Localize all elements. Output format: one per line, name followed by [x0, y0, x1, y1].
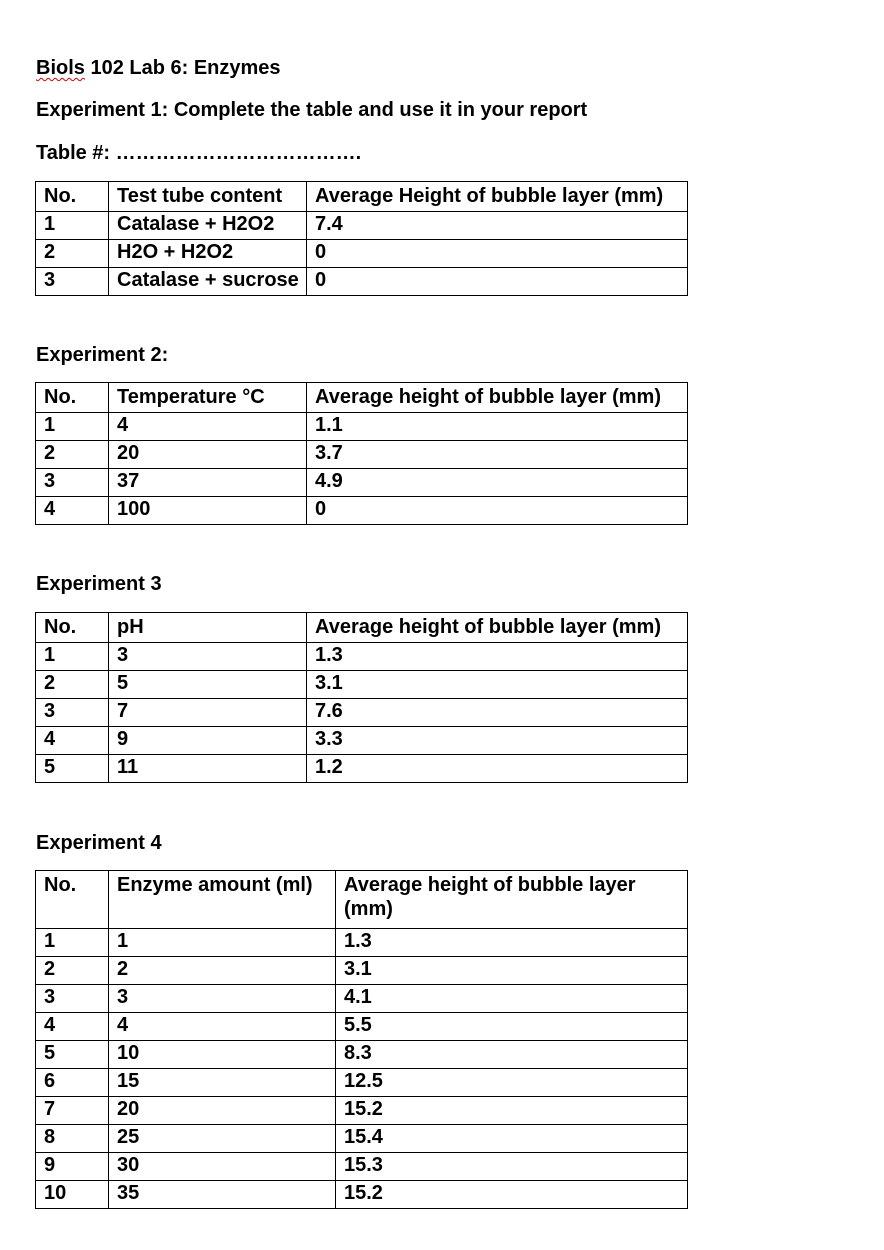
table-cell-bubble-height: 5.5	[336, 1013, 688, 1041]
column-header-bubble-height: Average height of bubble layer (mm)	[336, 871, 688, 929]
table-row	[36, 469, 688, 497]
table-header-row	[36, 182, 688, 212]
table-cell-number: 10	[36, 1181, 109, 1209]
table-cell-number: 3	[36, 469, 109, 497]
table-row	[36, 957, 688, 985]
table-cell-bubble-height: 4.1	[336, 985, 688, 1013]
experiment2-title: Experiment 2:	[36, 344, 169, 366]
table-row	[36, 497, 688, 525]
table-cell-bubble-height: 12.5	[336, 1069, 688, 1097]
experiment4-title: Experiment 4	[36, 832, 162, 854]
table-cell-bubble-height: 15.3	[336, 1153, 688, 1181]
table-cell-bubble-height: 1.3	[307, 643, 688, 671]
table-row	[36, 671, 688, 699]
document-title	[36, 56, 281, 80]
table-cell-value: 5	[109, 671, 307, 699]
table-cell-number: 3	[36, 699, 109, 727]
table-cell-bubble-height: 0	[307, 497, 688, 525]
table-row	[36, 441, 688, 469]
table-cell-bubble-height: 8.3	[336, 1041, 688, 1069]
table-row	[36, 1125, 688, 1153]
table-row	[36, 727, 688, 755]
table-header-row	[36, 383, 688, 413]
column-header-number: No.	[36, 182, 109, 212]
table-cell-value: 37	[109, 469, 307, 497]
table-cell-number: 2	[36, 240, 109, 268]
experiment1-table	[35, 181, 688, 296]
table-cell-number: 6	[36, 1069, 109, 1097]
table-cell-value: 20	[109, 441, 307, 469]
table-cell-number: 3	[36, 985, 109, 1013]
table-cell-number: 2	[36, 441, 109, 469]
table-cell-number: 3	[36, 268, 109, 296]
table-row	[36, 1153, 688, 1181]
table-cell-bubble-height: 3.1	[307, 671, 688, 699]
table-cell-bubble-height: 0	[307, 240, 688, 268]
column-header-value: Enzyme amount (ml)	[109, 871, 336, 929]
table-row	[36, 1097, 688, 1125]
table-cell-value: Catalase + sucrose	[109, 268, 307, 296]
table-row	[36, 1041, 688, 1069]
table-cell-number: 4	[36, 1013, 109, 1041]
table-row	[36, 240, 688, 268]
table-cell-value: 11	[109, 755, 307, 783]
column-header-number: No.	[36, 871, 109, 929]
experiment1-instruction: Experiment 1: Complete the table and use it in your report	[36, 99, 588, 121]
experiment3-table	[35, 612, 688, 783]
table-cell-bubble-height: 1.1	[307, 413, 688, 441]
table-cell-number: 5	[36, 755, 109, 783]
table-header-row	[36, 871, 688, 929]
table-cell-bubble-height: 15.2	[336, 1181, 688, 1209]
table-row	[36, 699, 688, 727]
experiment4-table	[35, 870, 688, 1209]
column-header-number: No.	[36, 383, 109, 413]
column-header-bubble-height: Average height of bubble layer (mm)	[307, 613, 688, 643]
table-cell-number: 5	[36, 1041, 109, 1069]
table-row	[36, 643, 688, 671]
column-header-value: pH	[109, 613, 307, 643]
table-cell-number: 1	[36, 643, 109, 671]
table-row	[36, 413, 688, 441]
table-cell-number: 1	[36, 413, 109, 441]
table-row	[36, 212, 688, 240]
table-cell-value: 7	[109, 699, 307, 727]
table-cell-number: 1	[36, 212, 109, 240]
table-number-label: Table #: ……………………………….	[36, 142, 362, 164]
table-cell-bubble-height: 0	[307, 268, 688, 296]
table-cell-number: 4	[36, 727, 109, 755]
table-cell-value: 15	[109, 1069, 336, 1097]
table-cell-bubble-height: 3.7	[307, 441, 688, 469]
table-row	[36, 929, 688, 957]
table-cell-number: 2	[36, 671, 109, 699]
table-cell-bubble-height: 1.2	[307, 755, 688, 783]
experiment2-table	[35, 382, 688, 525]
table-cell-number: 4	[36, 497, 109, 525]
table-cell-value: 20	[109, 1097, 336, 1125]
table-cell-value: Catalase + H2O2	[109, 212, 307, 240]
table-cell-value: 3	[109, 985, 336, 1013]
table-cell-value: 4	[109, 1013, 336, 1041]
table-cell-bubble-height: 7.4	[307, 212, 688, 240]
table-cell-value: 25	[109, 1125, 336, 1153]
table-header-row	[36, 613, 688, 643]
table-cell-number: 2	[36, 957, 109, 985]
column-header-value: Temperature °C	[109, 383, 307, 413]
column-header-bubble-height: Average height of bubble layer (mm)	[307, 383, 688, 413]
table-cell-bubble-height: 15.4	[336, 1125, 688, 1153]
table-row	[36, 985, 688, 1013]
table-cell-value: 9	[109, 727, 307, 755]
table-cell-bubble-height: 3.3	[307, 727, 688, 755]
table-cell-bubble-height: 7.6	[307, 699, 688, 727]
table-cell-bubble-height: 1.3	[336, 929, 688, 957]
column-header-number: No.	[36, 613, 109, 643]
table-row	[36, 1069, 688, 1097]
table-cell-value: 10	[109, 1041, 336, 1069]
table-row	[36, 1013, 688, 1041]
table-cell-number: 1	[36, 929, 109, 957]
table-cell-bubble-height: 4.9	[307, 469, 688, 497]
table-cell-number: 7	[36, 1097, 109, 1125]
table-cell-value: 3	[109, 643, 307, 671]
table-cell-value: 30	[109, 1153, 336, 1181]
experiment3-title: Experiment 3	[36, 573, 162, 595]
document-title-rest: 102 Lab 6: Enzymes	[84, 57, 281, 79]
table-row	[36, 1181, 688, 1209]
table-cell-value: 1	[109, 929, 336, 957]
table-cell-bubble-height: 15.2	[336, 1097, 688, 1125]
table-cell-value: 2	[109, 957, 336, 985]
table-row	[36, 755, 688, 783]
table-cell-number: 9	[36, 1153, 109, 1181]
column-header-value: Test tube content	[109, 182, 307, 212]
table-cell-number: 8	[36, 1125, 109, 1153]
spellcheck-flagged-word: Biols	[36, 57, 85, 79]
column-header-bubble-height: Average Height of bubble layer (mm)	[307, 182, 688, 212]
table-cell-value: 100	[109, 497, 307, 525]
table-cell-value: 4	[109, 413, 307, 441]
table-row	[36, 268, 688, 296]
table-cell-value: 35	[109, 1181, 336, 1209]
table-cell-bubble-height: 3.1	[336, 957, 688, 985]
table-cell-value: H2O + H2O2	[109, 240, 307, 268]
